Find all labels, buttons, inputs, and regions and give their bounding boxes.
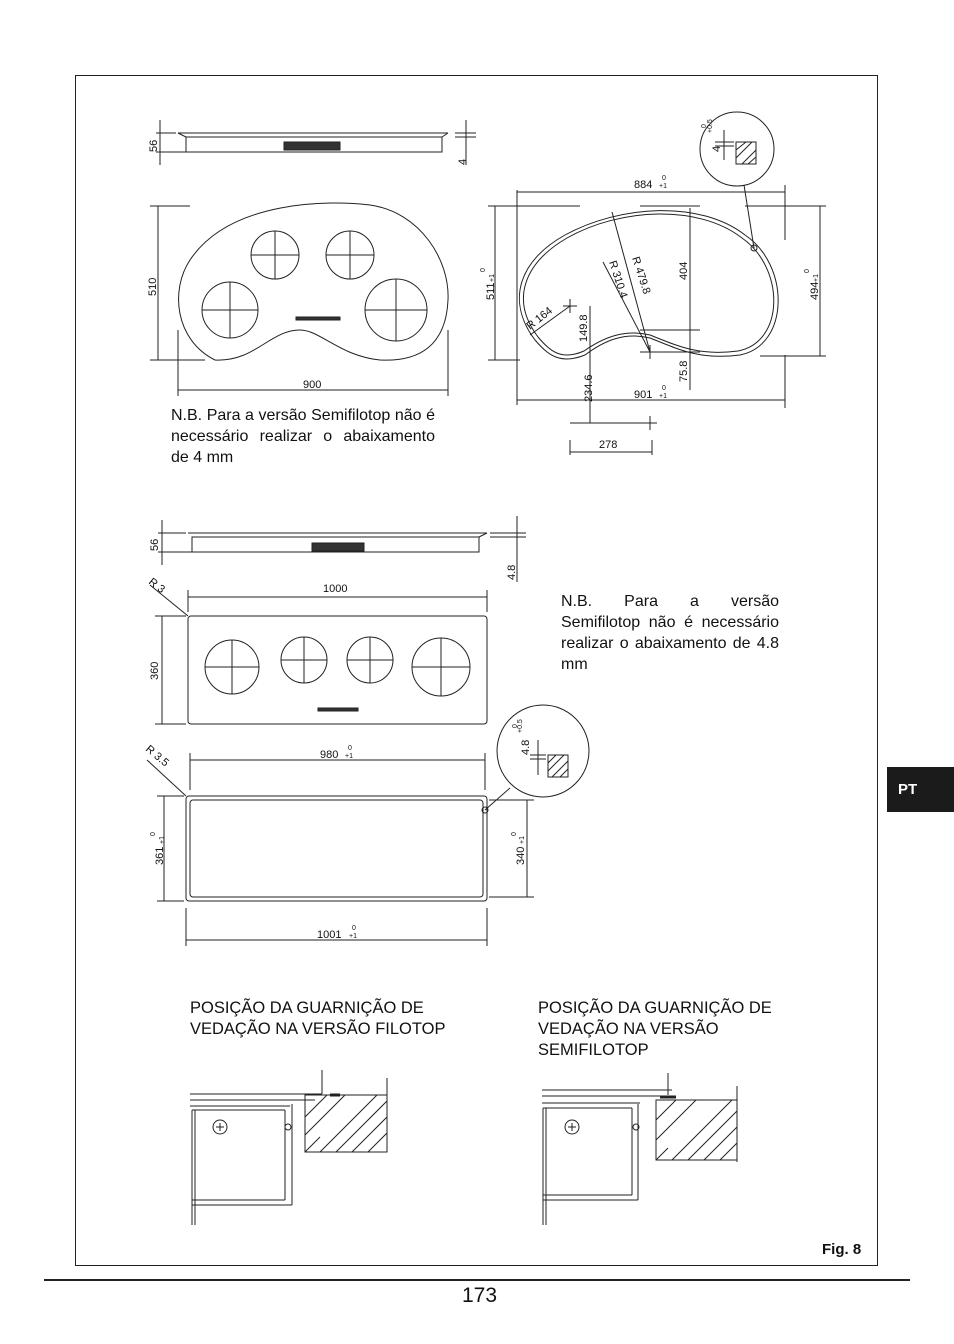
dim-cut-width: 884 xyxy=(634,179,653,191)
gasket-semifilotop-section xyxy=(542,1073,737,1225)
dim-rect-radius: R 3 xyxy=(146,575,168,596)
dim-75-8: 75.8 xyxy=(678,360,690,382)
dim-cut-bottom-width: 901 xyxy=(634,389,653,401)
rect-top-view xyxy=(150,585,487,724)
dim-404: 404 xyxy=(678,261,690,280)
dim-rect-step: 4.8 xyxy=(506,564,518,580)
svg-text:0: 0 xyxy=(511,832,518,836)
figure-label: Fig. 8 xyxy=(822,1241,862,1258)
svg-text:+1: +1 xyxy=(813,274,820,282)
svg-text:+1: +1 xyxy=(345,753,353,760)
dim-rect-cut-right: 340 xyxy=(515,846,527,865)
oval-side-view xyxy=(156,120,476,165)
dim-radius-large: R 479.8 xyxy=(629,255,653,296)
rect-semifilotop-note: N.B. Para a versão Semifilotop não é necessário realizar o abaixamento de 4.8 mm xyxy=(561,593,779,673)
page-number: 173 xyxy=(462,1284,498,1307)
oval-semifilotop-note: N.B. Para a versão Semifilotop não é necessário realizar o abaixamento de 4 mm xyxy=(171,407,435,466)
dim-radius-mid: R 310.4 xyxy=(606,259,630,300)
svg-text:+1: +1 xyxy=(519,836,526,844)
dim-cut-width-tol: +1 xyxy=(659,183,667,190)
svg-text:0: 0 xyxy=(352,925,356,932)
footer-rule xyxy=(44,1279,910,1281)
dim-detail-step: 4 xyxy=(711,145,723,152)
dim-cut-depth-right: 494 xyxy=(809,281,821,300)
dim-234-6: 234.6 xyxy=(583,374,595,402)
oval-cutout-drawing xyxy=(488,112,826,455)
svg-text:0: 0 xyxy=(701,124,708,128)
dim-cut-depth-left: 511 xyxy=(485,282,497,300)
svg-text:0: 0 xyxy=(804,269,811,273)
svg-text:+1: +1 xyxy=(349,933,357,940)
dim-rect-cut-top: 980 xyxy=(320,749,339,761)
dim-oval-side-height: 56 xyxy=(148,139,160,152)
svg-text:0: 0 xyxy=(348,745,352,752)
dim-rect-cut-radius: R 3.5 xyxy=(143,743,171,770)
dim-149-8: 149.8 xyxy=(578,314,590,342)
language-tab: PT xyxy=(887,767,954,812)
rect-side-view xyxy=(158,516,526,582)
dim-278: 278 xyxy=(599,439,618,451)
dim-oval-step: 4 xyxy=(457,158,469,165)
svg-text:+0.5: +0.5 xyxy=(707,119,714,133)
svg-text:+0.5: +0.5 xyxy=(517,719,524,733)
dim-rect-depth: 360 xyxy=(149,661,161,680)
dim-rect-detail-step: 4.8 xyxy=(520,739,532,755)
gasket-filotop-section xyxy=(190,1070,387,1225)
dim-oval-width: 900 xyxy=(303,379,322,391)
dim-rect-width: 1000 xyxy=(323,583,348,595)
dim-rect-cut-left: 361 xyxy=(154,846,166,865)
svg-text:0: 0 xyxy=(662,385,666,392)
svg-text:+1: +1 xyxy=(659,393,667,400)
svg-text:0: 0 xyxy=(480,268,487,272)
svg-text:+1: +1 xyxy=(159,836,166,844)
dim-oval-depth: 510 xyxy=(147,277,159,296)
svg-text:0: 0 xyxy=(662,175,666,182)
dim-rect-side-height: 56 xyxy=(149,538,161,551)
svg-text:0: 0 xyxy=(512,724,519,728)
semifilotop-gasket-heading: POSIÇÃO DA GUARNIÇÃO DE VEDAÇÃO NA VERSÃO SEMIFILOTOP xyxy=(538,999,772,1059)
dim-radius-small: R 164 xyxy=(524,304,555,333)
dim-rect-cut-bottom: 1001 xyxy=(317,929,342,941)
svg-text:0: 0 xyxy=(150,832,157,836)
oval-top-view xyxy=(150,203,448,396)
svg-text:+1: +1 xyxy=(489,274,496,282)
filotop-gasket-heading: POSIÇÃO DA GUARNIÇÃO DE VEDAÇÃO NA VERSÃO FILOTOP xyxy=(190,999,446,1038)
